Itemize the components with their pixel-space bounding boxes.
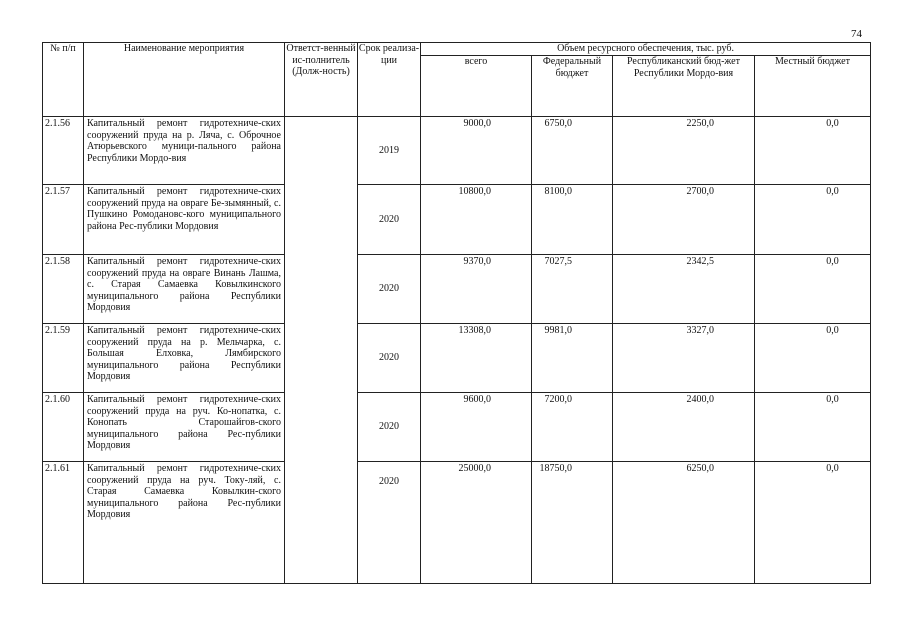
page-number: 74 (851, 28, 862, 40)
table-row (43, 324, 871, 393)
row-total: 9000,0 (421, 117, 532, 185)
row-federal: 9981,0 (532, 324, 613, 393)
row-name: Капитальный ремонт гидротехниче-ских сооружений пруда на овраге Бе-зымянный, с. Пушкино Ромодановс-кого муниципального района Рес-публики Мордовия (84, 185, 285, 255)
row-year: 2019 (358, 117, 421, 185)
row-total: 13308,0 (421, 324, 532, 393)
table-row (43, 255, 871, 324)
row-total: 25000,0 (421, 462, 532, 584)
row-name: Капитальный ремонт гидротехниче-ских сооружений пруда на овраге Винань Лашма, с. Старая Самаевка Ковылкинского муниципального района Республики Мордовия (84, 255, 285, 324)
table-row (43, 462, 871, 584)
table-row (43, 185, 871, 255)
header-term: Срок реализа-ции (358, 43, 421, 117)
row-total: 9600,0 (421, 393, 532, 462)
row-republic: 2250,0 (613, 117, 755, 185)
row-year: 2020 (358, 324, 421, 393)
row-federal: 18750,0 (532, 462, 613, 584)
row-num: 2.1.56 (43, 117, 84, 185)
row-num: 2.1.58 (43, 255, 84, 324)
row-name: Капитальный ремонт гидротехниче-ских сооружений пруда на р. Мельчарка, с. Большая Елховка, Лямбирского муниципального района Республики Мордовия (84, 324, 285, 393)
header-federal: Федеральный бюджет (532, 56, 613, 117)
header-republic: Республиканский бюд-жет Республики Мордо-вия (613, 56, 755, 117)
row-republic: 3327,0 (613, 324, 755, 393)
row-num: 2.1.61 (43, 462, 84, 584)
header-responsible: Ответст-венный ис-полнитель (Долж-ность) (285, 43, 358, 117)
row-year: 2020 (358, 393, 421, 462)
row-name: Капитальный ремонт гидротехниче-ских сооружений пруда на р. Ляча, с. Оброчное Атюрьевского муници-пального района Республики Мордо-вия (84, 117, 285, 185)
row-republic: 2700,0 (613, 185, 755, 255)
row-total: 9370,0 (421, 255, 532, 324)
row-federal: 7027,5 (532, 255, 613, 324)
table-row (43, 393, 871, 462)
row-local: 0,0 (755, 117, 871, 185)
row-local: 0,0 (755, 255, 871, 324)
row-year: 2020 (358, 255, 421, 324)
row-federal: 6750,0 (532, 117, 613, 185)
row-year: 2020 (358, 462, 421, 584)
row-year: 2020 (358, 185, 421, 255)
row-local: 0,0 (755, 185, 871, 255)
row-num: 2.1.57 (43, 185, 84, 255)
table-row (43, 117, 871, 185)
row-local: 0,0 (755, 393, 871, 462)
header-local: Местный бюджет (755, 56, 871, 117)
header-total: всего (421, 56, 532, 117)
row-total: 10800,0 (421, 185, 532, 255)
row-num: 2.1.60 (43, 393, 84, 462)
resource-table (42, 42, 871, 584)
row-republic: 2400,0 (613, 393, 755, 462)
row-num: 2.1.59 (43, 324, 84, 393)
responsible-cell (285, 117, 358, 584)
row-federal: 7200,0 (532, 393, 613, 462)
header-resources: Объем ресурсного обеспечения, тыс. руб. (421, 43, 871, 56)
header-num: № п/п (43, 43, 84, 117)
row-federal: 8100,0 (532, 185, 613, 255)
header-name: Наименование мероприятия (84, 43, 285, 117)
row-local: 0,0 (755, 324, 871, 393)
row-republic: 2342,5 (613, 255, 755, 324)
row-name: Капитальный ремонт гидротехниче-ских сооружений пруда на руч. Току-ляй, с. Старая Самаевка Ковылкин-ского муниципального района Рес-публики Мордовия (84, 462, 285, 584)
row-name: Капитальный ремонт гидротехниче-ских сооружений пруда на руч. Ко-нопатка, с. Конопать Старошайгов-ского муниципального района Рес-публики Мордовия (84, 393, 285, 462)
row-local: 0,0 (755, 462, 871, 584)
row-republic: 6250,0 (613, 462, 755, 584)
